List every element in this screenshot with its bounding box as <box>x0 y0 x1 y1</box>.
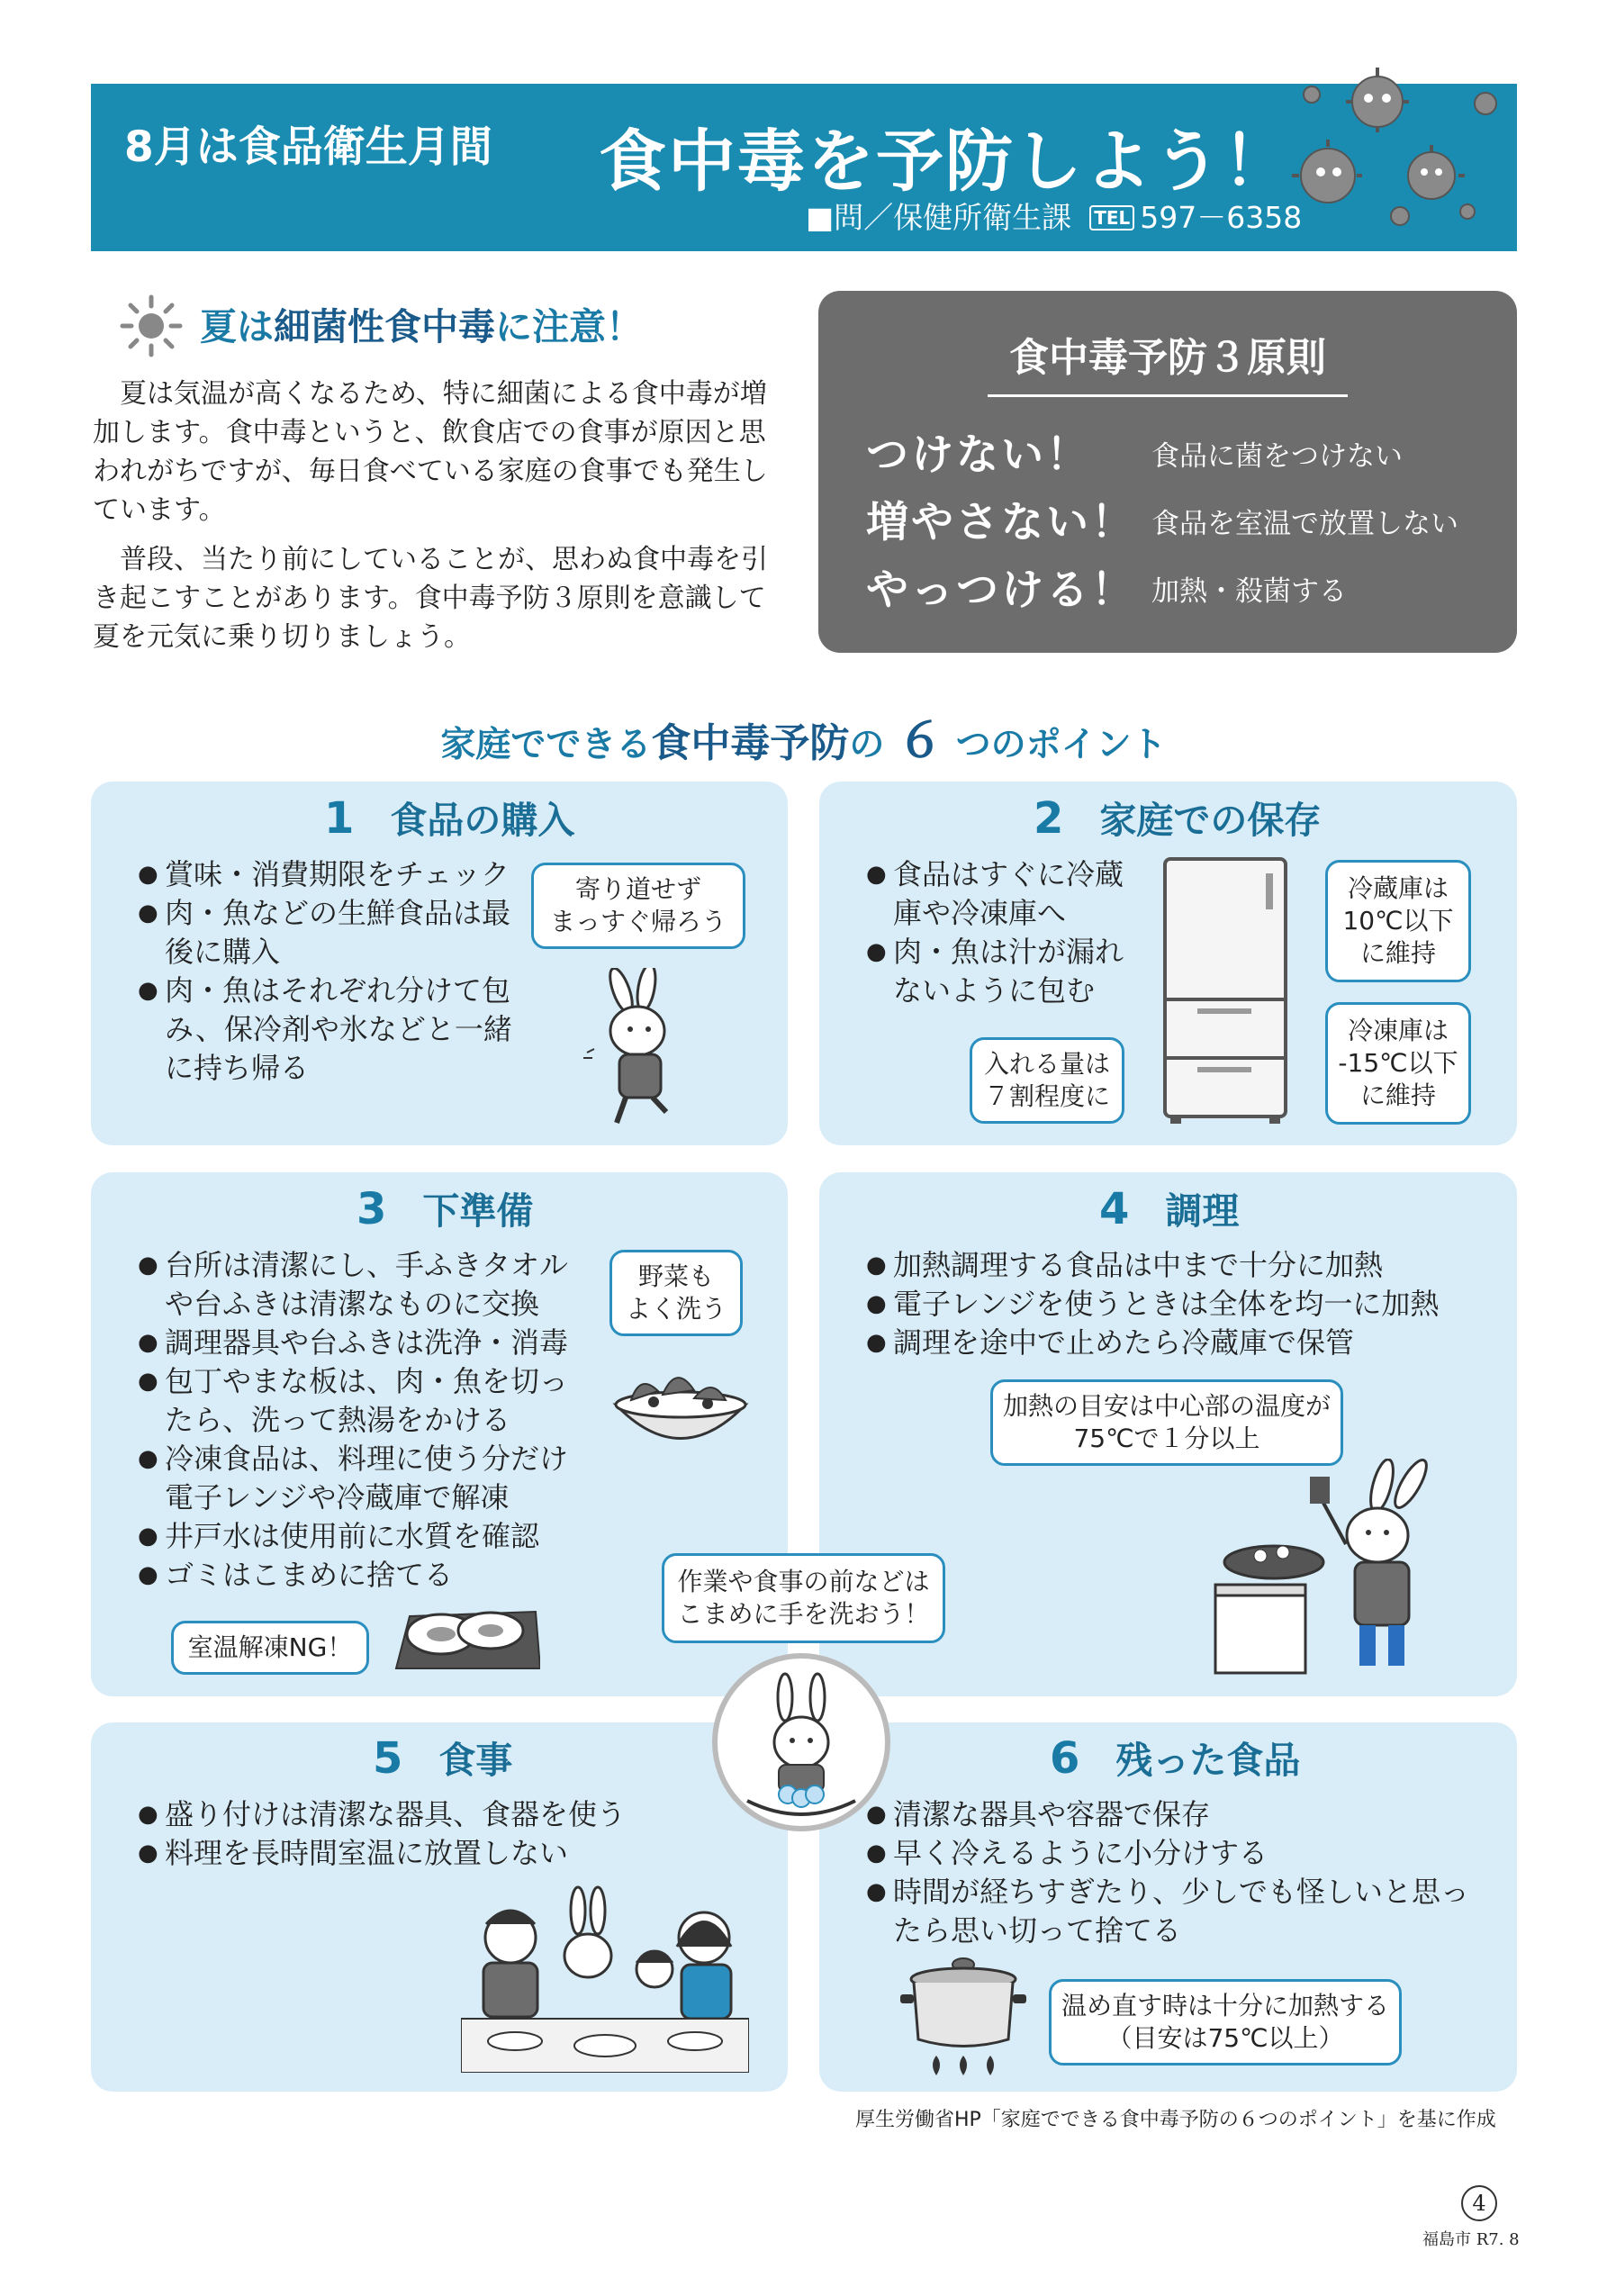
card-number: 4 <box>1099 1184 1130 1234</box>
principles-title: 食中毒予防３原則 <box>1009 335 1326 381</box>
list-item: ● 井戸水は使用前に水質を確認 <box>138 1517 588 1556</box>
tip-bubble: 野菜も よく洗う <box>609 1250 743 1336</box>
principle-desc: 加熱・殺菌する <box>1151 575 1347 608</box>
tip-bubble: 入れる量は ７割程度に <box>970 1037 1124 1124</box>
intro-paragraph-2: 普段、当たり前にしていることが、思わぬ食中毒を引き起こすことがあります。食中毒予防３原則を意識して夏を元気に乗り切りましょう。 <box>93 544 768 653</box>
card-title-text: 残った食品 <box>1115 1739 1301 1782</box>
fridge-illustration <box>1161 855 1289 1125</box>
header-contact <box>806 194 1302 237</box>
list-item: ● 賞味・消費期限をチェック <box>138 855 516 894</box>
card-title-4 <box>1099 1181 1239 1234</box>
salad-bowl-illustration <box>609 1355 753 1459</box>
list-item: ● 台所は清潔にし、手ふきタオルや台ふきは清潔なものに交換 <box>138 1246 588 1324</box>
header-subtitle: 8月は食品衛生月間 <box>124 122 492 172</box>
card-title-text: 調理 <box>1165 1189 1240 1233</box>
tip-bubble: 加熱の目安は中心部の温度が 75℃で１分以上 <box>990 1379 1343 1466</box>
source-note: 厚生労働省HP「家庭でできる食中毒予防の６つのポイント」を基に作成 <box>855 2109 1496 2131</box>
card-title-6 <box>1050 1731 1300 1784</box>
tip-bubble: 温め直す時は十分に加熱する （目安は75℃以上） <box>1049 1979 1402 2065</box>
page-title: 食中毒を予防しよう！ <box>599 122 1293 201</box>
card-title-3 <box>357 1181 533 1234</box>
pot-illustration <box>900 1954 1026 2075</box>
list-item: ● 清潔な器具や容器で保存 <box>866 1795 1487 1834</box>
tel-icon: TEL <box>1089 205 1134 231</box>
card-number: 6 <box>1050 1733 1080 1784</box>
list-item: ● 肉・魚などの生鮮食品は最後に購入 <box>138 894 516 972</box>
card-title-5 <box>373 1731 512 1784</box>
section-title-num: ６ <box>897 714 944 768</box>
issue-label: 福島市 R7. 8 <box>1422 2230 1520 2249</box>
card-title-text: 下準備 <box>422 1189 534 1233</box>
card-1-list <box>138 855 516 1088</box>
tip-bubble: 室温解凍NG！ <box>171 1621 369 1675</box>
list-item: ● 冷凍食品は、料理に使う分だけ電子レンジや冷蔵庫で解凍 <box>138 1440 588 1517</box>
card-number: 2 <box>1034 793 1064 844</box>
card-3-list <box>138 1246 588 1595</box>
card-number: 1 <box>324 793 355 844</box>
principle-label: やっつける！ <box>866 565 1136 615</box>
contact-prefix: ■問／保健所衛生課 <box>806 200 1072 235</box>
principle-desc: 食品を室温で放置しない <box>1151 508 1458 540</box>
intro-paragraph-1: 夏は気温が高くなるため、特に細菌による食中毒が増加します。食中毒というと、飲食店での食事が原因と思われがちですが、毎日食べている家庭の食事でも発生しています。 <box>93 378 768 526</box>
principle-label: つけない！ <box>866 430 1091 480</box>
list-item: ● 調理器具や台ふきは洗浄・消毒 <box>138 1324 588 1362</box>
card-title-text: 食品の購入 <box>390 799 575 842</box>
section-title-post: つのポイント <box>955 725 1167 765</box>
list-item: ● 盛り付けは清潔な器具、食器を使う <box>138 1795 750 1834</box>
cooking-rabbit-illustration <box>1211 1459 1454 1675</box>
card-4-list <box>866 1246 1496 1362</box>
principles-title-underline <box>988 394 1348 397</box>
card-5-list <box>138 1795 750 1873</box>
card-title-2 <box>1034 791 1321 844</box>
intro-heading-post: に注意！ <box>495 305 643 348</box>
card-title-text: 食事 <box>438 1739 513 1782</box>
principles-box <box>818 291 1517 653</box>
list-item: ● 包丁やまな板は、肉・魚を切ったら、洗って熱湯をかける <box>138 1362 588 1440</box>
tip-bubble: 寄り道せず まっすぐ帰ろう <box>531 863 745 949</box>
list-item: ● ゴミはこまめに捨てる <box>138 1556 588 1595</box>
points-section-title <box>0 702 1607 770</box>
tip-bubble: 冷凍庫は -15℃以下 に維持 <box>1325 1002 1471 1125</box>
list-item: ● 肉・魚は汁が漏れないように包む <box>866 933 1136 1010</box>
card-title-text: 家庭での保存 <box>1099 799 1322 842</box>
list-item: ● 電子レンジを使うときは全体を均一に加熱 <box>866 1285 1496 1324</box>
intro-heading <box>200 297 643 350</box>
card-6-list <box>866 1795 1487 1950</box>
principle-label: 増やさない！ <box>866 498 1136 547</box>
frozen-meat-illustration <box>392 1589 540 1670</box>
card-number: 3 <box>357 1184 387 1234</box>
section-title-mid: の <box>849 725 885 765</box>
list-item: ● 加熱調理する食品は中まで十分に加熱 <box>866 1246 1496 1285</box>
handwash-bubble: 作業や食事の前などは こまめに手を洗おう！ <box>662 1553 945 1643</box>
intro-heading-pre: 夏は <box>200 305 274 348</box>
section-title-emph: 食中毒予防 <box>651 720 850 766</box>
list-item: ● 早く冷えるように小分けする <box>866 1834 1487 1873</box>
list-item: ● 肉・魚はそれぞれ分けて包み、保冷剤や氷などと一緒に持ち帰る <box>138 972 516 1088</box>
card-number: 5 <box>373 1733 403 1784</box>
germ-icon <box>1292 68 1517 239</box>
list-item: ● 時間が経ちすぎたり、少しでも怪しいと思ったら思い切って捨てる <box>866 1873 1487 1950</box>
intro-heading-emph: 細菌性食中毒 <box>274 305 495 348</box>
tip-bubble: 冷蔵庫は 10℃以下 に維持 <box>1325 860 1471 982</box>
card-2-list <box>866 855 1136 1010</box>
card-title-1 <box>324 791 574 844</box>
contact-tel: 597－6358 <box>1140 200 1303 235</box>
list-item: ● 食品はすぐに冷蔵庫や冷凍庫へ <box>866 855 1136 933</box>
list-item: ● 調理を途中で止めたら冷蔵庫で保管 <box>866 1324 1496 1362</box>
principle-desc: 食品に菌をつけない <box>1151 440 1403 473</box>
section-title-pre: 家庭でできる <box>440 725 652 765</box>
list-item: ● 料理を長時間室温に放置しない <box>138 1834 750 1873</box>
family-dining-illustration <box>461 1884 749 2073</box>
rabbit-illustration <box>576 968 702 1130</box>
page-number: 4 <box>1461 2185 1497 2221</box>
sun-icon <box>119 294 184 358</box>
